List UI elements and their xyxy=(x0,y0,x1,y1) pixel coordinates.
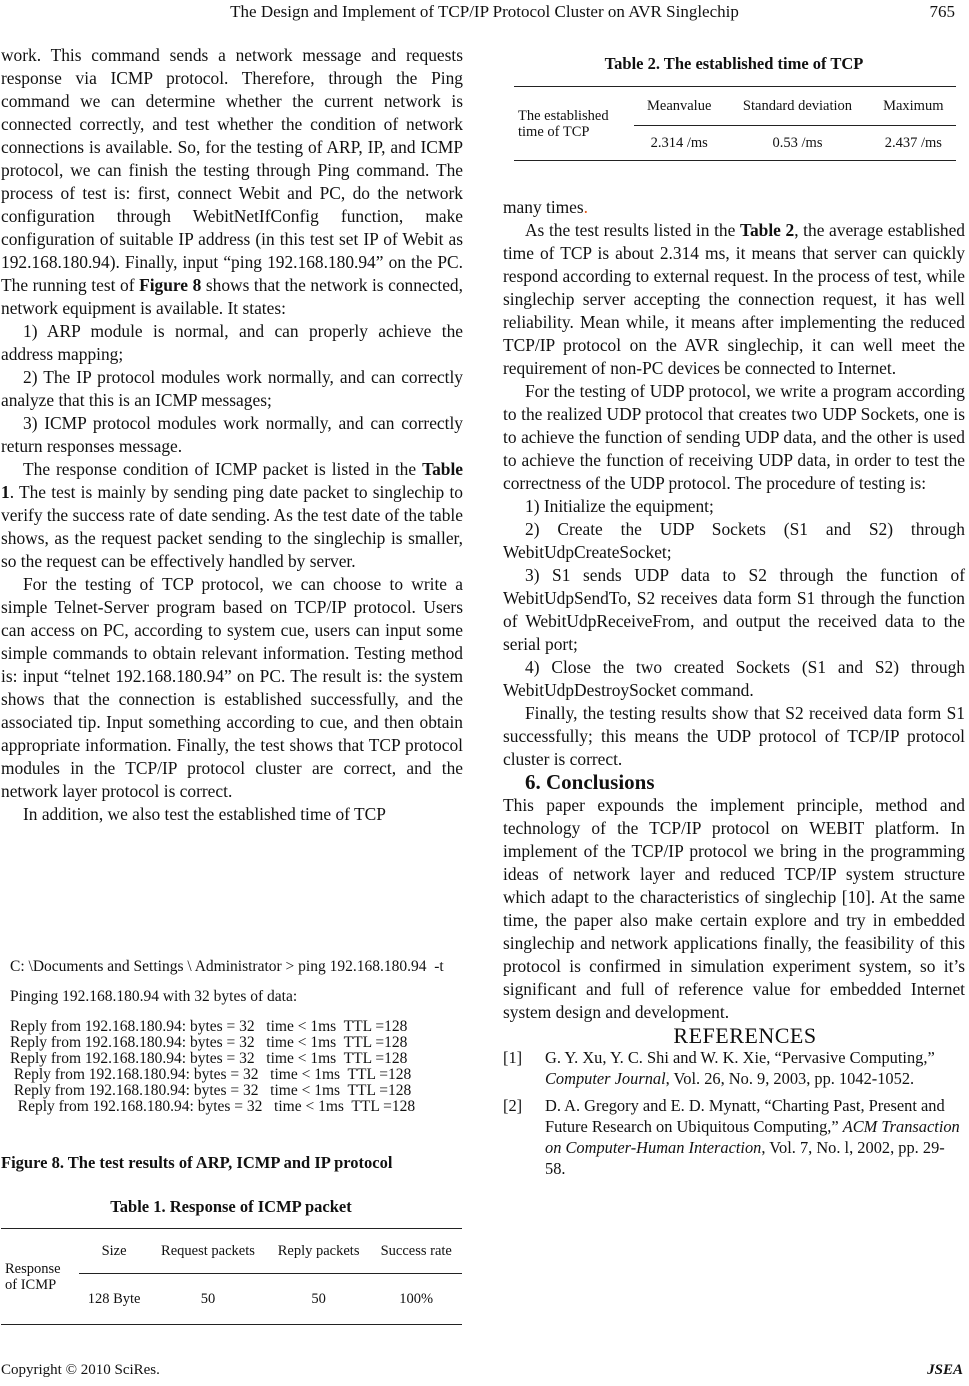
table-cell: The established time of TCP xyxy=(514,87,634,161)
table-cell: 50 xyxy=(267,1274,371,1325)
paragraph: 2) Create the UDP Sockets (S1 and S2) through WebitUdpCreateSocket; xyxy=(503,519,965,562)
table-cell: 2.437 /ms xyxy=(871,126,956,161)
paragraph: For the testing of UDP protocol, we write a program according to the realized UDP protocol that creates two UDP Sockets, one is to achieve the function of sending UDP data, and the other is used to achieve the function of receiving UDP data, in order to test the correctness of the UDP protocol. The procedure of testing is: xyxy=(503,381,965,493)
table-cell: 0.53 /ms xyxy=(724,126,870,161)
table-header: Meanvalue xyxy=(634,87,724,126)
paragraph: For the testing of TCP protocol, we can choose to write a simple Telnet-Server program based on TCP/IP protocol. Users can access on PC, according to system cue, users can input some simple commands to obtain relevant information. Testing method is: input “telnet 192.168.180.94” on PC. The result is: the system shows that the connection is established successfully, and the associated tip. Input something according to cue, and then obtain appropriate information. Finally, the test shows that TCP protocol modules in the TCP/IP protocol cluster are correct, and the network layer protocol is correct. xyxy=(1,574,463,801)
table-cell: Response of ICMP xyxy=(1,1229,79,1325)
paragraph: 1) Initialize the equipment; xyxy=(525,496,714,516)
figure-8-console xyxy=(10,949,470,1115)
running-title: The Design and Implement of TCP/IP Protocol Cluster on AVR Singlechip xyxy=(230,2,739,21)
running-header xyxy=(0,0,969,30)
table-header: Reply packets xyxy=(267,1229,371,1274)
table-header: Maximum xyxy=(871,87,956,126)
paragraph: 3) ICMP protocol modules work normally, and can correctly return responses message. xyxy=(1,413,463,456)
paragraph: As the test results listed in the Table 2, the average established time of TCP is about 2.314 ms, it means that server can quickly respond according to external request. In the process of test, while singlechip server accepting the connection request, it has well reliability. Mean while, it means after implementing the reduced TCP/IP protocol on the AVR singlechip, it can well meet the requirement of non-PC devices be connected to Internet. xyxy=(503,220,966,378)
figure-8-caption: Figure 8. The test results of ARP, ICMP and IP protocol xyxy=(1,1153,393,1172)
console-line: Reply from 192.168.180.94: bytes = 32 time < 1ms TTL =128 xyxy=(10,1050,408,1067)
paragraph: 4) Close the two created Sockets (S1 and S2) through WebitUdpDestroySocket command. xyxy=(503,657,965,700)
reference-item: [2] D. A. Gregory and E. D. Mynatt, “Charting Past, Present and Future Research on Ubiquitous Computing,” ACM Transaction on Computer-Human Interaction, Vol. 7, No. l, 2002, pp. 29-58. xyxy=(503,1096,960,1178)
console-line: Reply from 192.168.180.94: bytes = 32 time < 1ms TTL =128 xyxy=(10,1098,416,1115)
page-number: 765 xyxy=(929,2,955,21)
references-heading: REFERENCES xyxy=(673,1023,817,1048)
journal-name: JSEA xyxy=(927,1362,963,1378)
console-line: Reply from 192.168.180.94: bytes = 32 time < 1ms TTL =128 xyxy=(10,1034,408,1051)
table-1 xyxy=(1,1228,462,1325)
paragraph: 3) S1 sends UDP data to S2 through the function of WebitUdpSendTo, S2 receives data form S1 through the function of WebitUdpReceiveFrom, and output the received data to the serial port; xyxy=(503,565,965,654)
section-heading: 6. Conclusions xyxy=(525,770,655,794)
console-line: Pinging 192.168.180.94 with 32 bytes of data: xyxy=(10,988,298,1005)
paragraph: The response condition of ICMP packet is listed in the Table 1. The test is mainly by sending ping date packet to singlechip to verify the success rate of date sending. As the test date of the table shows, as the request packet sending to the singlechip is smaller, so the request can be effectively handled by server. xyxy=(1,459,463,571)
table-header: Size xyxy=(79,1229,149,1274)
paragraph: work. This command sends a network message and requests response via ICMP protocol. Therefore, through the Ping command we can determine whether the current network is connected correctly, and test whether the condition of network connections is available. So, for the testing of ARP, IP, and ICMP protocol, we can finish the testing through Ping command. The process of test is: first, connect Webit and PC, do the network configuration through WebitNetIfConfig function, make configuration of suitable IP address (in this test set IP of Webit as 192.168.180.94). Finally, input “ping 192.168.180.94” on the PC. The running test of Figure 8 shows that the network is connected, network equipment is available. It states: xyxy=(1,45,463,318)
console-line: C: \Documents and Settings \ Administrator > ping 192.168.180.94 -t xyxy=(10,958,444,975)
paragraph: This paper expounds the implement principle, method and technology of the TCP/IP protocol on WEBIT platform. In implement of the TCP/IP protocol we bring in the programming ideas of network layer and reduced TCP/IP system structure which adapt to the characteristics of singlechip [10]. At the same time, the paper also make certain explore and try in embedded singlechip and network applications finally, the feasibility of this protocol is confirmed in simulation experiment system, so it’s significant and full of reference value for embedded Internet system design and development. xyxy=(503,795,965,1022)
table-cell: 128 Byte xyxy=(79,1274,149,1325)
copyright-notice: Copyright © 2010 SciRes. xyxy=(1,1362,160,1378)
left-column xyxy=(1,44,463,826)
table-2-caption: Table 2. The established time of TCP xyxy=(604,54,864,73)
reference-item: [1] G. Y. Xu, Y. C. Shi and W. K. Xie, “Pervasive Computing,” Computer Journal, Vol. 26, No. 9, 2003, pp. 1042-1052. xyxy=(503,1048,935,1088)
table-cell: 2.314 /ms xyxy=(634,126,724,161)
paragraph: many times. xyxy=(503,197,589,217)
console-line: Reply from 192.168.180.94: bytes = 32 time < 1ms TTL =128 xyxy=(10,1066,412,1083)
paragraph: 2) The IP protocol modules work normally, and can correctly analyze that this is an ICMP messages; xyxy=(1,367,463,410)
table-cell: 100% xyxy=(370,1274,462,1325)
table-header: Request packets xyxy=(149,1229,267,1274)
table-header: Success rate xyxy=(370,1229,462,1274)
paragraph: In addition, we also test the established time of TCP xyxy=(23,804,386,824)
paragraph: 1) ARP module is normal, and can properly achieve the address mapping; xyxy=(1,321,463,364)
console-line: Reply from 192.168.180.94: bytes = 32 time < 1ms TTL =128 xyxy=(10,1082,412,1099)
table-2 xyxy=(514,86,956,161)
console-line: Reply from 192.168.180.94: bytes = 32 time < 1ms TTL =128 xyxy=(10,1018,408,1035)
table-header: Standard deviation xyxy=(724,87,870,126)
paragraph: Finally, the testing results show that S2 received data form S1 successfully; this means the UDP protocol of TCP/IP protocol cluster is correct. xyxy=(503,703,965,769)
table-cell: 50 xyxy=(149,1274,267,1325)
right-column xyxy=(503,196,965,1185)
table-1-caption: Table 1. Response of ICMP packet xyxy=(110,1197,352,1216)
